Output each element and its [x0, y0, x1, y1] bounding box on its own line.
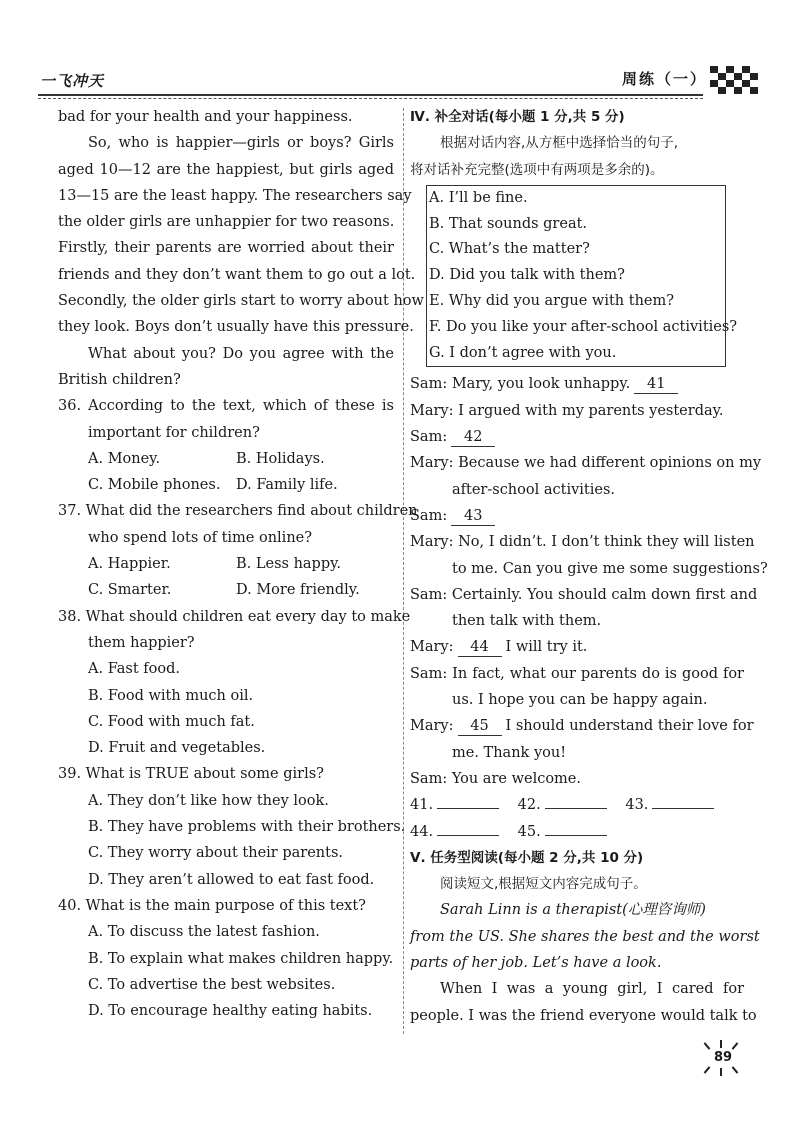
dialog-line: Sam: You are welcome.	[410, 770, 581, 787]
options-box	[426, 185, 738, 368]
option-c: C. They worry about their parents.	[88, 845, 344, 862]
dialog-line: then talk with them.	[452, 613, 602, 630]
passage-line: people. I was the friend everyone would talk to	[410, 1007, 757, 1024]
question-37-stem: 37. What did the researchers find about children	[58, 503, 418, 520]
option-a: A. Money.	[88, 450, 161, 467]
blank-41: 41	[634, 375, 678, 394]
dialog-line: to me. Can you give me some suggestions?	[452, 560, 768, 577]
answer-41-field[interactable]	[437, 792, 499, 809]
box-option: A. I’ll be fine.	[429, 189, 528, 206]
answer-45-label: 45.	[517, 823, 541, 840]
sun-ray-icon	[704, 1066, 711, 1073]
checker-decoration	[710, 66, 758, 94]
dialog-text: Sam:	[410, 507, 448, 524]
paragraph-line: Secondly, the older girls start to worry about how	[58, 293, 424, 310]
box-option: C. What’s the matter?	[429, 241, 590, 258]
question-36-stem: important for children?	[88, 424, 260, 441]
question-37-options	[58, 551, 394, 577]
option-d: D. Family life.	[236, 477, 338, 494]
page-header	[38, 60, 758, 102]
dialog-line: me. Thank you!	[452, 744, 567, 761]
sun-ray-icon	[720, 1040, 722, 1048]
question-36-stem: 36. According to the text, which of these is	[58, 398, 394, 415]
answer-42-field[interactable]	[545, 792, 607, 809]
option-a: A. To discuss the latest fashion.	[88, 924, 320, 941]
option-b: B. Food with much oil.	[88, 687, 254, 704]
question-39-stem: 39. What is TRUE about some girls?	[58, 766, 324, 783]
question-38-stem: them happier?	[88, 634, 195, 651]
blank-45: 45	[458, 717, 502, 736]
paragraph-line: the older girls are unhappier for two reasons.	[58, 214, 395, 231]
box-option: B. That sounds great.	[429, 215, 588, 232]
dialog-line: Mary: I argued with my parents yesterday.	[410, 402, 724, 419]
dialog-line	[410, 424, 744, 450]
column-divider	[403, 108, 404, 1034]
dialog-line: us. I hope you can be happy again.	[452, 692, 708, 709]
blank-42: 42	[451, 428, 495, 447]
page-number-text: 89	[714, 1050, 733, 1065]
option-a: A. Fast food.	[88, 661, 181, 678]
answer-44-label: 44.	[410, 823, 434, 840]
dialog-text: I should understand their love for	[505, 718, 754, 735]
sun-ray-icon	[720, 1068, 722, 1076]
dialog-line: Mary: No, I didn’t. I don’t think they will listen	[410, 534, 755, 551]
answer-44-field[interactable]	[437, 819, 499, 836]
section-4-instruction: 将对话补充完整(选项中有两项是多余的)。	[410, 161, 664, 178]
sun-ray-icon	[732, 1066, 739, 1073]
dialog-text: Sam:	[410, 429, 448, 446]
box-option: D. Did you talk with them?	[429, 267, 625, 284]
dialog-line: Mary: Because we had different opinions on my	[410, 455, 762, 472]
answer-43-label: 43.	[625, 797, 649, 814]
section-5-title: Ⅴ. 任务型阅读(每小题 2 分,共 10 分)	[410, 849, 644, 866]
option-d: D. Fruit and vegetables.	[88, 740, 266, 757]
intro-line: Sarah Linn is a therapist(心理咨询师)	[440, 902, 706, 919]
option-b: B. Holidays.	[236, 450, 325, 467]
sun-ray-icon	[732, 1042, 739, 1049]
question-36-options	[58, 472, 394, 498]
option-b: B. Less happy.	[236, 556, 341, 573]
answer-row	[410, 819, 744, 845]
dialog-text: Mary:	[410, 639, 454, 656]
blank-43: 43	[451, 507, 495, 526]
option-d: D. They aren’t allowed to eat fast food.	[88, 871, 375, 888]
brand-logo: 一飞冲天	[40, 72, 105, 90]
dialog-text: I will try it.	[505, 639, 588, 656]
answer-45-field[interactable]	[545, 819, 607, 836]
paragraph-line: Firstly, their parents are worried about their	[58, 240, 394, 257]
header-rule	[38, 94, 703, 96]
section-4-title: Ⅳ. 补全对话(每小题 1 分,共 5 分)	[410, 109, 625, 125]
paragraph-line: bad for your health and your happiness.	[58, 109, 353, 125]
paragraph-line: aged 10—12 are the happiest, but girls aged	[58, 161, 394, 178]
box-option: F. Do you like your after-school activities?	[429, 318, 738, 335]
option-d: D. To encourage healthy eating habits.	[88, 1003, 373, 1020]
dialog-line: Sam: Certainly. You should calm down first and	[410, 586, 758, 603]
passage-line: When I was a young girl, I cared for	[440, 981, 744, 998]
paragraph-line: friends and they don’t want them to go out a lot.	[58, 266, 416, 283]
sun-ray-icon	[704, 1042, 711, 1049]
answer-43-field[interactable]	[652, 792, 714, 809]
question-36-options	[58, 446, 394, 472]
option-c: C. Mobile phones.	[88, 477, 221, 494]
answer-42-label: 42.	[517, 797, 541, 814]
paragraph-line: So, who is happier—girls or boys? Girls	[88, 135, 394, 152]
dialog-line	[410, 503, 744, 529]
dialog-line	[410, 713, 754, 739]
answer-row	[410, 792, 744, 818]
question-37-options	[58, 577, 394, 603]
section-4-instruction: 根据对话内容,从方框中选择恰当的句子,	[440, 135, 679, 152]
right-column	[410, 104, 768, 1029]
dialog-line: after-school activities.	[452, 481, 616, 498]
page-number	[700, 1040, 750, 1076]
header-dashed-rule	[38, 98, 703, 99]
intro-line: from the US. She shares the best and the worst	[410, 928, 760, 945]
option-b: B. They have problems with their brothers.	[88, 819, 406, 836]
option-c: C. Food with much fat.	[88, 713, 255, 730]
option-c: C. Smarter.	[88, 582, 172, 599]
question-40-stem: 40. What is the main purpose of this text?	[58, 897, 366, 914]
paragraph-line: British children?	[58, 371, 181, 388]
answer-41-label: 41.	[410, 797, 434, 814]
paragraph-line: What about you? Do you agree with the	[88, 345, 394, 362]
option-b: B. To explain what makes children happy.	[88, 950, 394, 967]
dialog-line	[410, 634, 744, 660]
question-38-stem: 38. What should children eat every day to make	[58, 608, 411, 625]
paragraph-line: 13—15 are the least happy. The researchers say	[58, 187, 412, 204]
box-option: G. I don’t agree with you.	[429, 344, 617, 361]
paragraph-line: they look. Boys don’t usually have this pressure.	[58, 319, 414, 336]
dialog-text: Sam: Mary, you look unhappy.	[410, 376, 631, 393]
blank-44: 44	[458, 638, 502, 657]
option-c: C. To advertise the best websites.	[88, 976, 336, 993]
option-a: A. Happier.	[88, 556, 171, 573]
dialog-line	[410, 371, 744, 397]
dialog-line: Sam: In fact, what our parents do is good for	[410, 665, 744, 682]
option-a: A. They don’t like how they look.	[88, 792, 329, 809]
unit-title: 周练（一）	[622, 70, 708, 88]
option-d: D. More friendly.	[236, 582, 360, 599]
intro-line: parts of her job. Let’s have a look.	[410, 955, 662, 971]
question-37-stem: who spend lots of time online?	[88, 529, 313, 546]
dialog-text: Mary:	[410, 718, 454, 735]
box-option: E. Why did you argue with them?	[429, 293, 675, 310]
section-5-instruction: 阅读短文,根据短文内容完成句子。	[440, 876, 647, 893]
